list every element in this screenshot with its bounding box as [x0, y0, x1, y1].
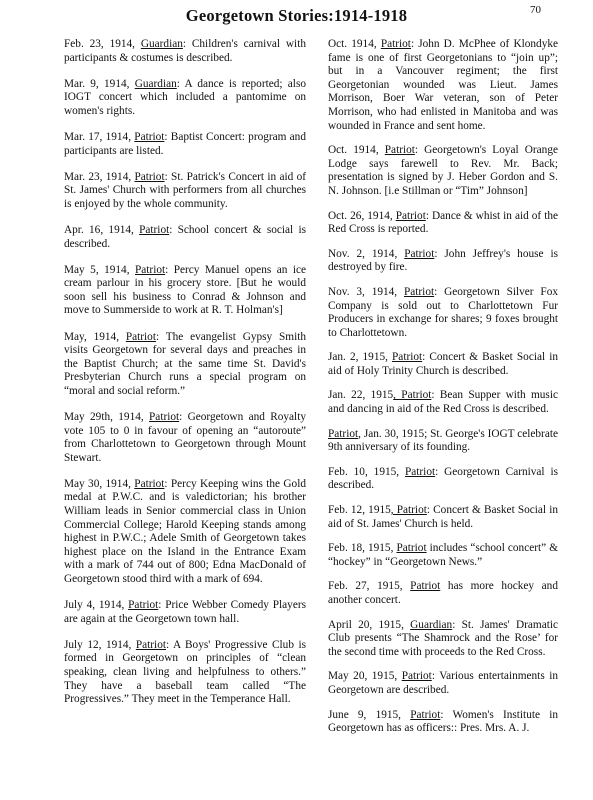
entry: Mar. 9, 1914, Guardian: A dance is reported; also IOGT concert which included a pantomime on women's rights.	[64, 77, 306, 117]
entry: May 29th, 1914, Patriot: Georgetown and Royalty vote 105 to 0 in favour of opening an “autoroute” from Charlottetown to Georgetown through Mount Stewart.	[64, 410, 306, 464]
entry: Feb. 18, 1915, Patriot includes “school concert” & “hockey” in “Georgetown News.”	[328, 542, 558, 568]
entry: July 4, 1914, Patriot: Price Webber Comedy Players are again at the Georgetown town hall.	[64, 599, 307, 625]
entry: Jan. 22, 1915, Patriot: Bean Supper with music and dancing in aid of the Red Cross is described.	[328, 389, 558, 416]
entry: July 12, 1914, Patriot: A Boys' Progressive Club is formed in Georgetown on principles of “clean speaking, clean living and helpfulness to others.” They have a baseball team called “The Progressives.” They meet in the Temperance Hall.	[64, 638, 306, 706]
left-column	[64, 38, 306, 719]
entry: May 5, 1914, Patriot: Percy Manuel opens an ice cream parlour in his grocery store. [But he would soon sell his business to Conrad & Johnson and move to Summerside to work at R. T. Holman's]	[64, 263, 306, 317]
entry: Apr. 16, 1914, Patriot: School concert & social is described.	[64, 223, 306, 250]
entry: Oct. 1914, Patriot: Georgetown's Loyal Orange Lodge says farewell to Rev. Mr. Back; presentation is signed by J. Heber Gordon and S. N. Johnson. [i.e Stillman or “Tim” Johnson]	[328, 144, 558, 197]
entry: Feb. 10, 1915, Patriot: Georgetown Carnival is described.	[328, 465, 558, 492]
entry: Oct. 1914, Patriot: John D. McPhee of Klondyke fame is one of first Georgetonians to “join up”; but in a Vancouver regiment; the first Georgetonian wounded was Lieut. James Morrison, Boer War veteran, son of Peter Morrison, who had enlisted in Manitoba and was wounded in France and sent home.	[328, 38, 558, 132]
entry: June 9, 1915, Patriot: Women's Institute in Georgetown has as officers:: Pres. Mrs. A. J.	[328, 708, 558, 735]
entry: Feb. 12, 1915, Patriot: Concert & Basket Social in aid of St. James' Church is held.	[328, 504, 558, 530]
entry: May 30, 1914, Patriot: Percy Keeping wins the Gold medal at P.W.C. and is valedictorian; his brother William leads in Senior commercial class in Union Commercial College; Harold Keeping stands among highest in P.W.C.; Adele Smith of Georgetown takes highest place on the Island in the Entrance Exam with a mark of 744 out of 800; Edna MacDonald of Georgetown stood third with a mark of 694.	[64, 477, 306, 585]
entry: Jan. 2, 1915, Patriot: Concert & Basket Social in aid of Holy Trinity Church is described.	[328, 351, 558, 377]
entry: May, 1914, Patriot: The evangelist Gypsy Smith visits Georgetown for several days and preaches in the Baptist Church; at the same time St. David's Presbyterian Church runs a special program on “moral and social reform.”	[64, 330, 306, 397]
entry: May 20, 1915, Patriot: Various entertainments in Georgetown are described.	[328, 670, 558, 696]
entry: Feb. 27, 1915, Patriot has more hockey and another concert.	[328, 580, 558, 606]
entry: Mar. 17, 1914, Patriot: Baptist Concert: program and participants are listed.	[64, 130, 306, 157]
entry: Patriot, Jan. 30, 1915; St. George's IOGT celebrate 9th anniversary of its founding.	[328, 427, 558, 454]
page-number: 70	[530, 4, 541, 16]
entry: Nov. 2, 1914, Patriot: John Jeffrey's house is destroyed by fire.	[328, 247, 558, 274]
entry: Oct. 26, 1914, Patriot: Dance & whist in aid of the Red Cross is reported.	[328, 209, 558, 236]
entry: April 20, 1915, Guardian: St. James' Dramatic Club presents “The Shamrock and the Rose’ for the second time with proceeds to the Red Cross.	[328, 618, 558, 658]
entry: Feb. 23, 1914, Guardian: Children's carnival with participants & costumes is described.	[64, 38, 306, 64]
right-column	[328, 38, 558, 747]
entry: Nov. 3, 1914, Patriot: Georgetown Silver Fox Company is sold out to Charlottetown Fur Producers in exchange for shares; 9 foxes brought to Charlottetown.	[328, 285, 558, 339]
page-title: Georgetown Stories:1914-1918	[185, 6, 408, 25]
entry: Mar. 23, 1914, Patriot: St. Patrick's Concert in aid of St. James' Church with performers from all churches is enjoyed by the whole community.	[64, 170, 306, 210]
